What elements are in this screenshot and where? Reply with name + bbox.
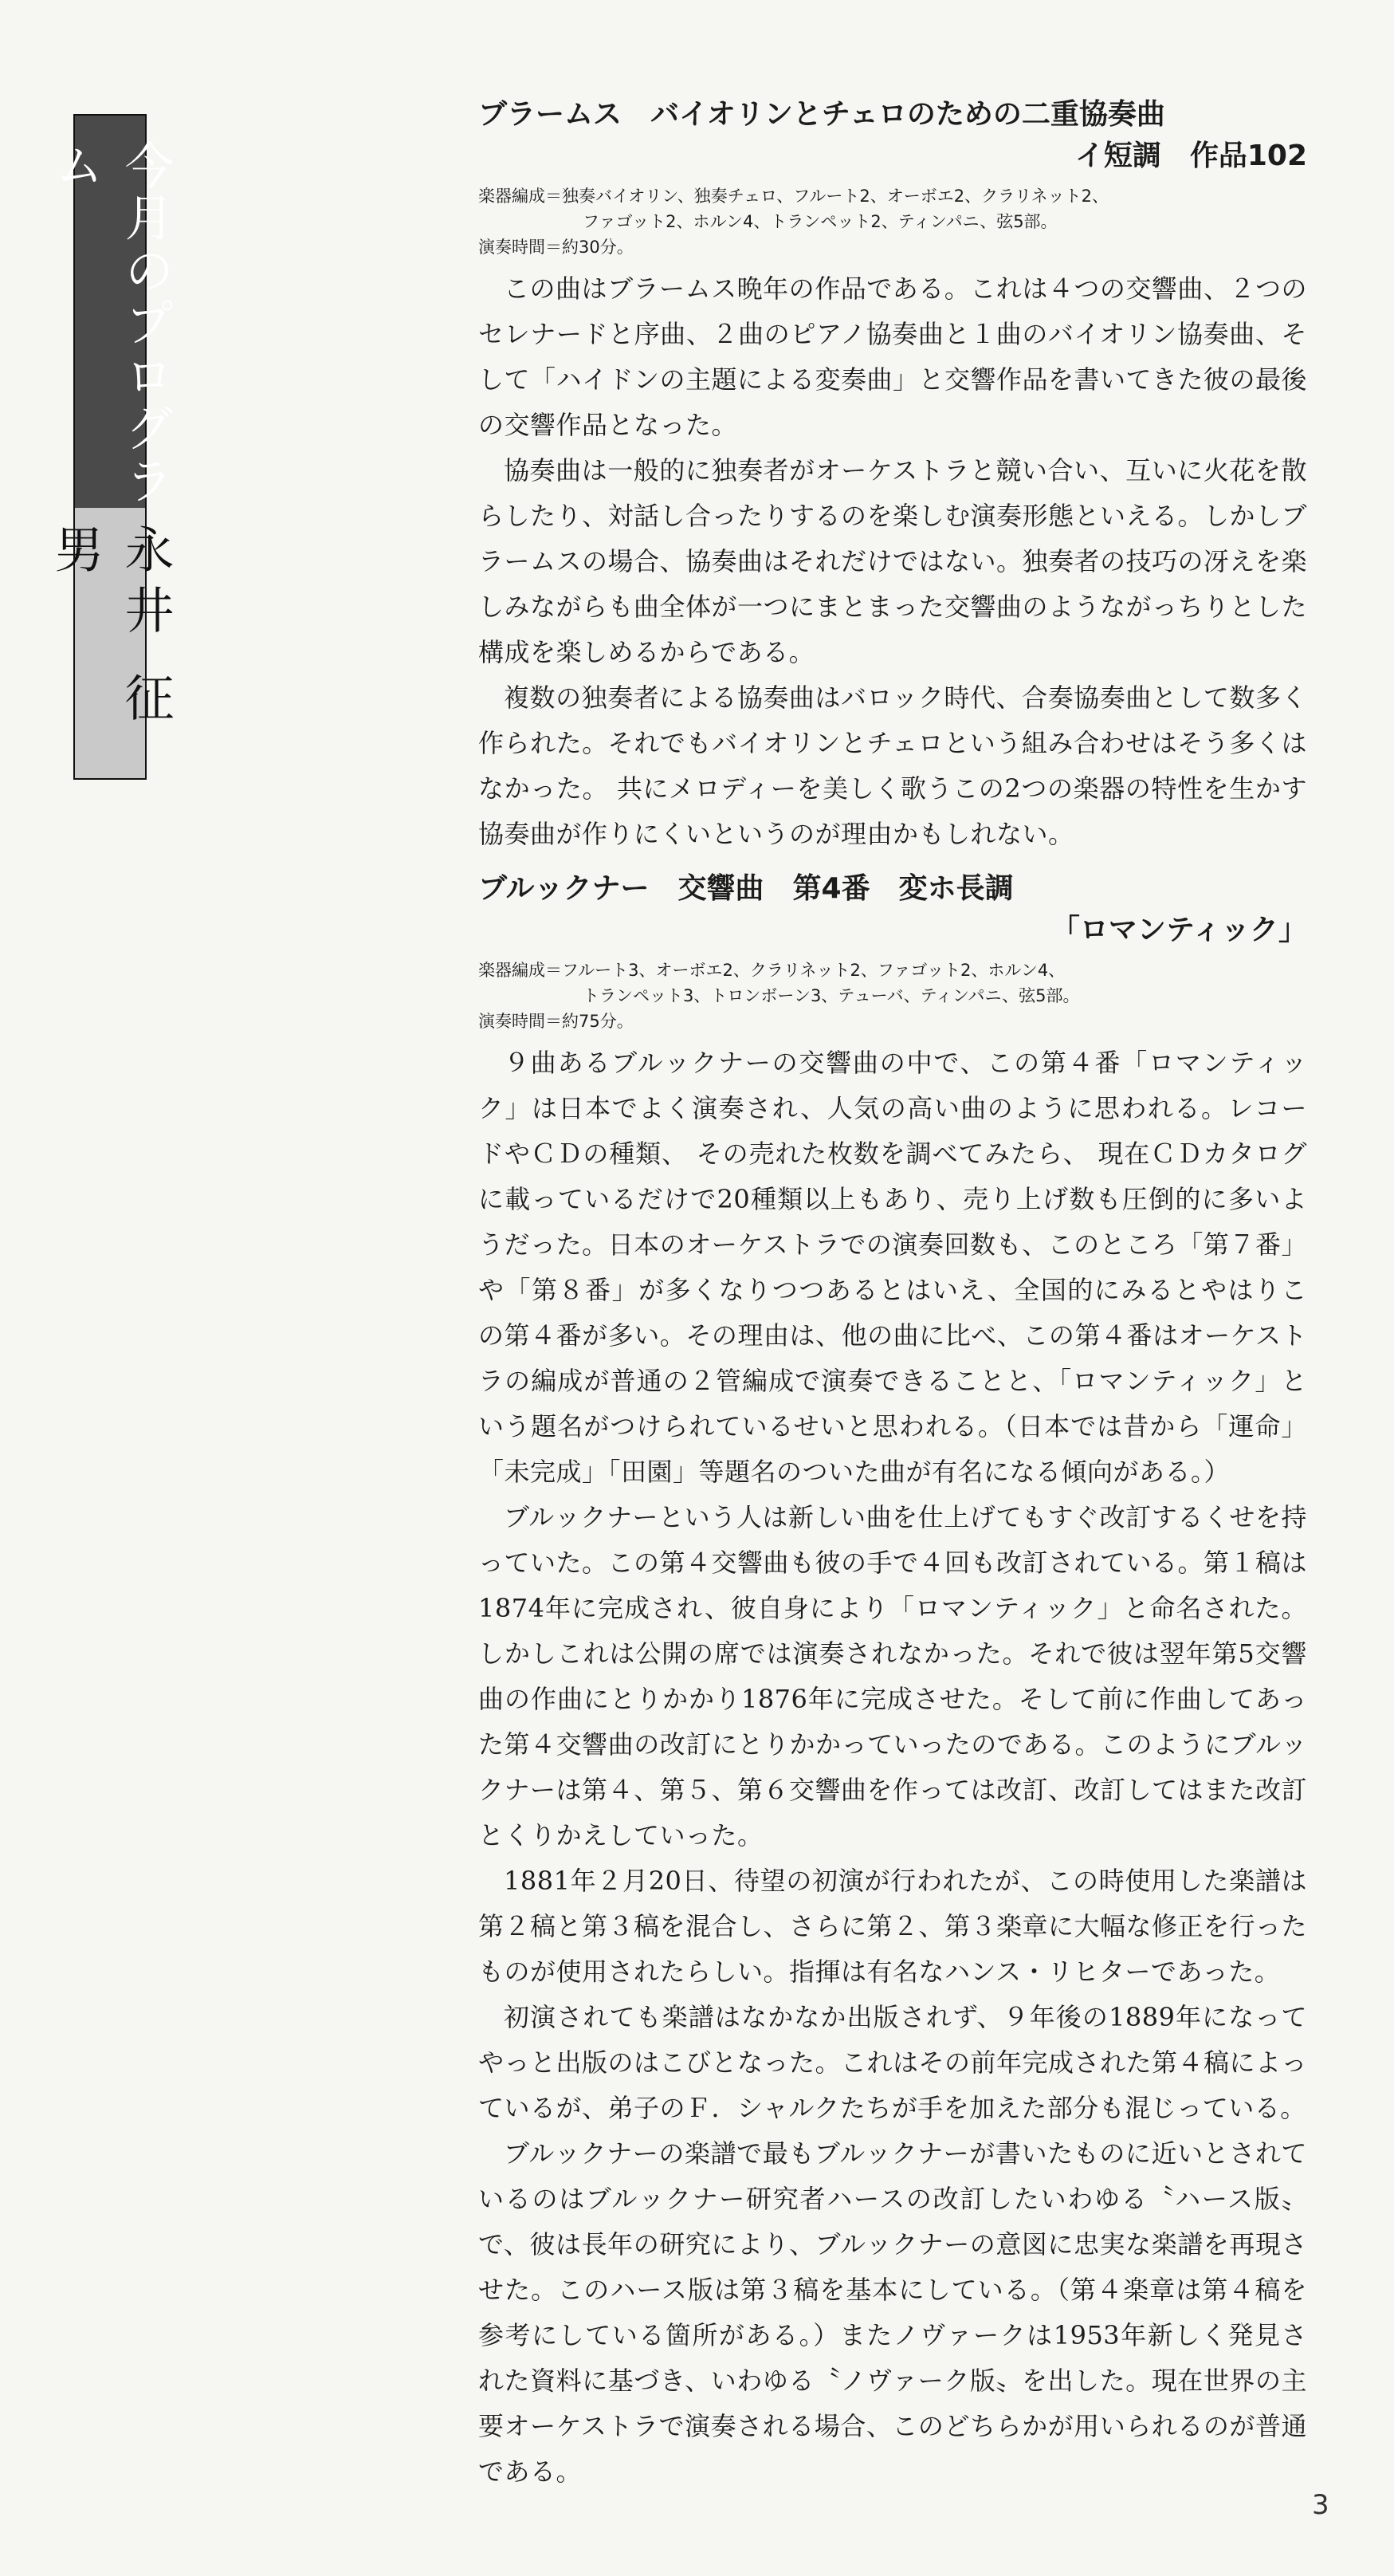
paragraph: 複数の独奏者による協奏曲はバロック時代、合奏協奏曲として数多く作られた。それでもバイオリンとチェロという組み合わせはそう多くはなかった。 共にメロディーを美しく歌うこの2つの楽器の特性を生かす協奏曲が作りにくいというのが理由かもしれない。 [478,682,1307,849]
paragraph: 協奏曲は一般的に独奏者がオーケストラと競い合い、互いに火花を散らしたり、対話し合ったりするのを楽しむ演奏形態といえる。しかしブラームスの場合、協奏曲はそれだけではない。独奏者の技巧の冴えを楽しみながらも曲全体が一つにまとまった交響曲のようながっちりとした構成を楽しめるからである。 [478,455,1308,667]
bruckner-instrumentation-2: トランペット3、トロンボーン3、テューバ、ティンパニ、弦5部。 [583,986,1080,1005]
bruckner-body [478,1040,1307,2495]
brahms-body [478,266,1307,857]
brahms-instrumentation-2: ファゴット2、ホルン4、トランペット2、ティンパニ、弦5部。 [583,212,1058,231]
paragraph: この曲はブラームス晩年の作品である。これは４つの交響曲、２つのセレナードと序曲、２曲のピアノ協奏曲と１曲のバイオリン協奏曲、そして「ハイドンの主題による変奏曲」と交響作品を書いてきた彼の最後の交響作品となった。 [478,273,1308,440]
brahms-title-line2: イ短調 作品102 [1074,140,1307,172]
brahms-title-line1: ブラームス バイオリンとチェロのための二重協奏曲 [478,98,1165,131]
paragraph: 初演されても楽譜はなかなか出版されず、９年後の1889年になってやっと出版のはこびとなった。これはその前年完成された第４稿によっているが、弟子のＦ．シャルクたちが手を加えた部分も混じっている。 [478,2002,1308,2123]
paragraph: ９曲あるブルックナーの交響曲の中で、この第４番「ロマンティック」は日本でよく演奏され、人気の高い曲のように思われる。レコードやＣＤの種類、 その売れた枚数を調べてみたら、 現在ＣＤカタログに載っているだけで20種類以上もあり、売り上げ数も圧倒的に多いようだった。日本のオーケストラでの演奏回数も、このところ「第７番」や「第８番」が多くなりつつあるとはいえ、全国的にみるとやはりこの第４番が多い。その理由は、他の曲に比べ、この第４番はオーケストラの編成が普通の２管編成で演奏できることと、「ロマンティック」という題名がつけられているせいと思われる。（日本では昔から「運命」「未完成」「田園」等題名のついた曲が有名になる傾向がある。） [478,1048,1307,1487]
sidebar-label: 今月のプログラム [75,116,145,508]
sidebar-author: 永井 征男 [75,508,145,778]
main-content [478,94,1307,2495]
page-number: 3 [1312,2489,1329,2521]
brahms-meta [478,183,1307,260]
paragraph: ブルックナーの楽譜で最もブルックナーが書いたものに近いとされているのはブルックナー研究者ハースの改訂したいわゆる〝ハース版〟で、彼は長年の研究により、ブルックナーの意図に忠実な楽譜を再現させた。このハース版は第３稿を基本にしている。（第４楽章は第４稿を参考にしている箇所がある。）またノヴァークは1953年新しく発見された資料に基づき、いわゆる〝ノヴァーク版〟を出した。現在世界の主要オーケストラで演奏される場合、このどちらかが用いられるのが普通である。 [478,2138,1307,2487]
bruckner-instrumentation-1: 楽器編成＝フルート3、オーボエ2、クラリネット2、ファゴット2、ホルン4、 [478,961,1066,980]
bruckner-title [478,868,1307,951]
bruckner-duration: 演奏時間＝約75分。 [478,1012,634,1031]
paragraph: 1881年２月20日、待望の初演が行われたが、この時使用した楽譜は第２稿と第３稿を混合し、さらに第２、第３楽章に大幅な修正を行ったものが使用されたらしい。指揮は有名なハンス・リヒターであった。 [478,1866,1308,1987]
bruckner-title-line1: ブルックナー 交響曲 第4番 変ホ長調 [478,872,1014,905]
bruckner-meta [478,958,1307,1034]
brahms-instrumentation-1: 楽器編成＝独奏バイオリン、独奏チェロ、フルート2、オーボエ2、クラリネット2、 [478,187,1109,206]
paragraph: ブルックナーという人は新しい曲を仕上げてもすぐ改訂するくせを持っていた。この第４交響曲も彼の手で４回も改訂されている。第１稿は1874年に完成され、彼自身により「ロマンティック」と命名された。しかしこれは公開の席では演奏されなかった。それで彼は翌年第5交響曲の作曲にとりかかり1876年に完成させた。そして前に作曲してあった第４交響曲の改訂にとりかかっていったのである。このようにブルックナーは第４、第５、第６交響曲を作っては改訂、改訂してはまた改訂とくりかえしていった。 [478,1502,1308,1850]
brahms-title [478,94,1307,177]
program-sidebar [46,114,175,780]
bruckner-title-line2: 「ロマンティック」 [1050,914,1307,946]
brahms-duration: 演奏時間＝約30分。 [478,238,634,257]
